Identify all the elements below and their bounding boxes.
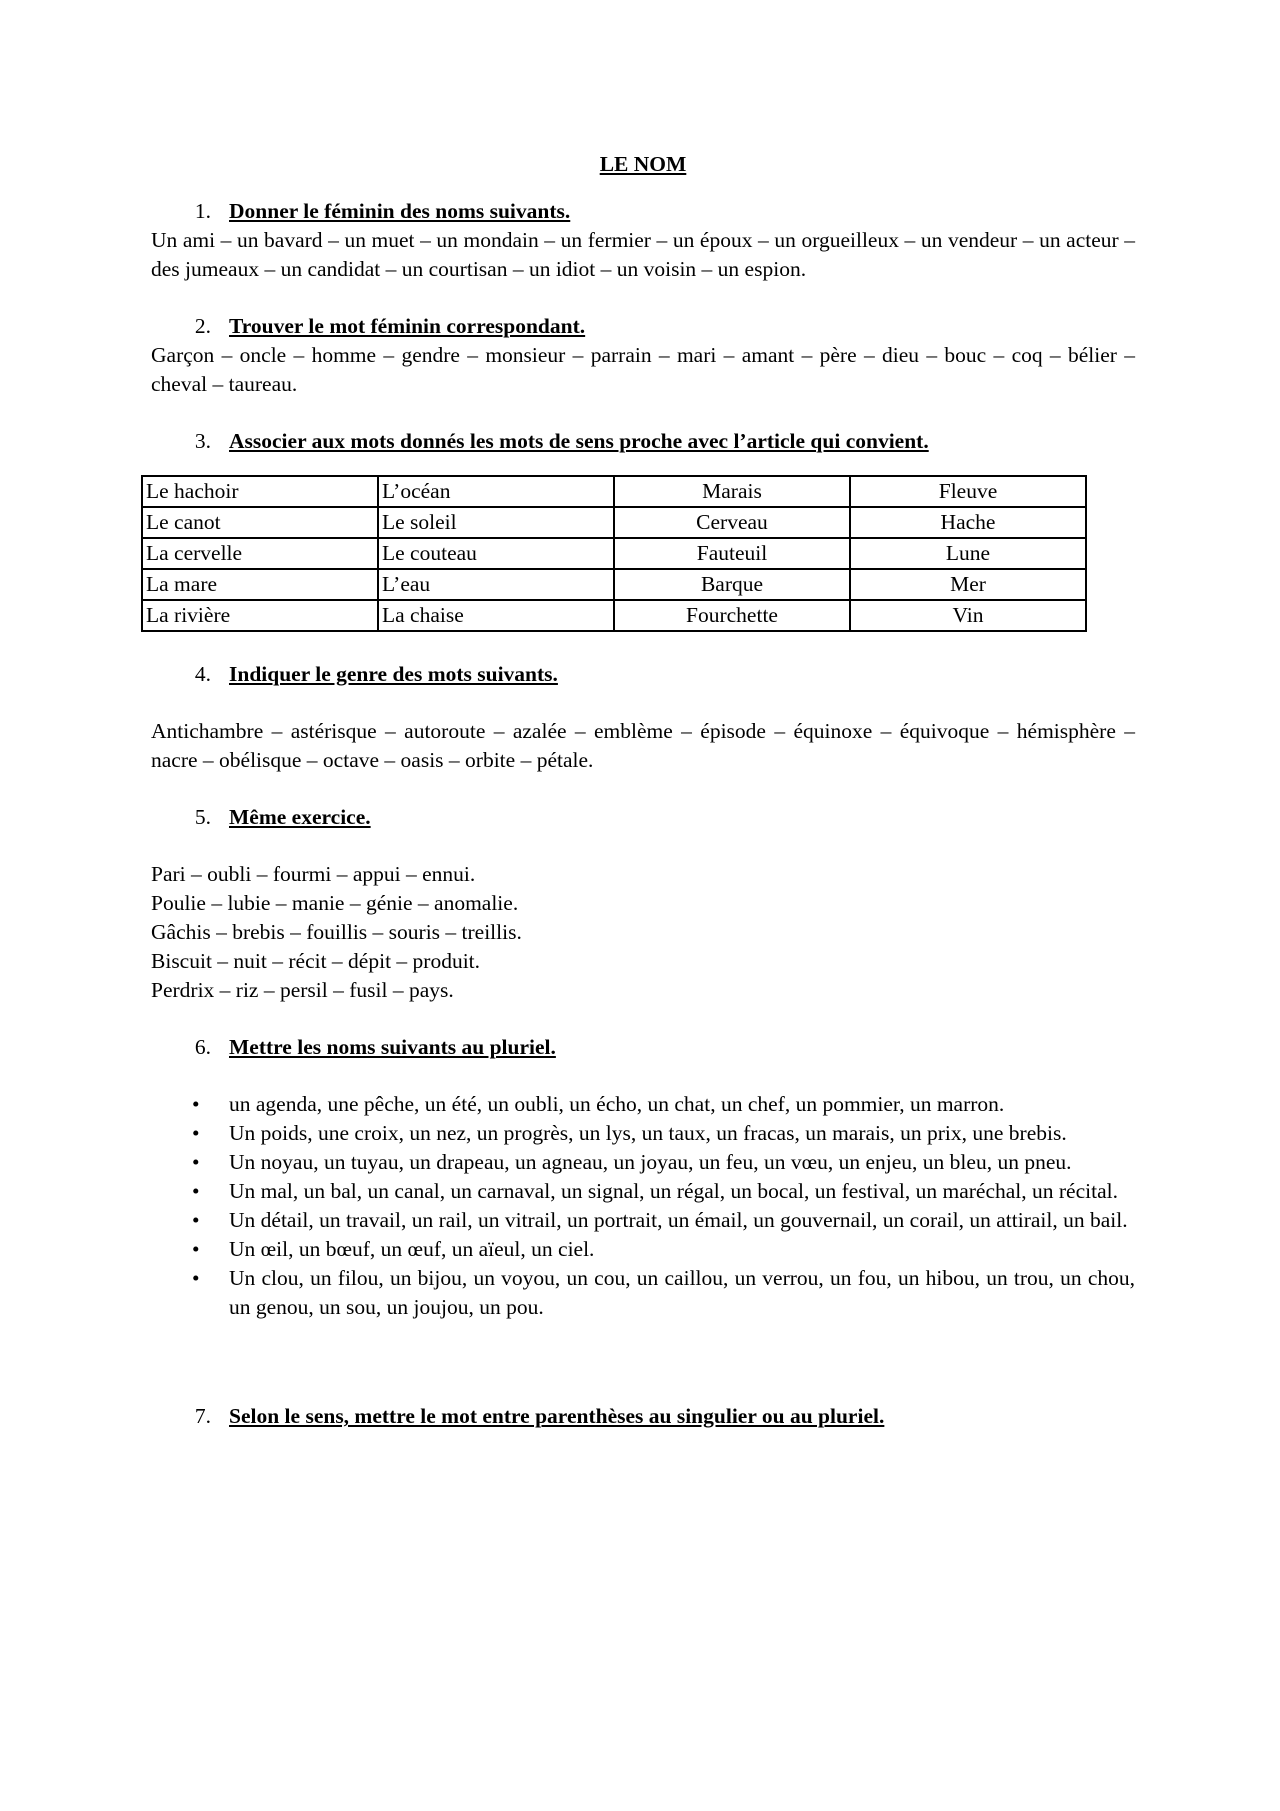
table-cell: Cerveau: [614, 507, 850, 538]
exercise-number: 7.: [194, 1404, 211, 1428]
list-item: [151, 1206, 1135, 1235]
table-cell: Marais: [614, 476, 850, 507]
table-cell: Mer: [850, 569, 1086, 600]
exercise-number: 5.: [194, 805, 211, 829]
exercise-number: 4.: [194, 662, 211, 686]
table-row: [142, 569, 1086, 600]
bullet-icon: •: [192, 1179, 200, 1203]
table-cell: Vin: [850, 600, 1086, 631]
table-cell: Le soleil: [378, 507, 614, 538]
list-item: [151, 1264, 1135, 1322]
list-item-text: Un clou, un filou, un bijou, un voyou, un cou, un caillou, un verrou, un fou, un hibou, un trou, un chou, un genou, un sou, un joujou, un pou.: [229, 1266, 1135, 1319]
word-line: Pari – oubli – fourmi – appui – ennui.: [151, 862, 476, 886]
table-cell: Barque: [614, 569, 850, 600]
exercise-heading-2: [151, 312, 1135, 341]
table-cell: La chaise: [378, 600, 614, 631]
exercise-title: Indiquer le genre des mots suivants.: [229, 662, 558, 686]
list-item: [151, 1090, 1135, 1119]
exercise-text-4: Antichambre – astérisque – autoroute – azalée – emblème – épisode – équinoxe – équivoque – hémisphère – nacre – obélisque – octave – oasis – orbite – pétale.: [151, 719, 1135, 772]
exercise-text-1: Un ami – un bavard – un muet – un mondain – un fermier – un époux – un orgueilleux – un vendeur – un acteur – des jumeaux – un candidat – un courtisan – un idiot – un voisin – un espion.: [151, 228, 1135, 281]
page-title: LE NOM: [599, 152, 687, 176]
table-row: [142, 476, 1086, 507]
bullet-icon: •: [192, 1092, 200, 1116]
list-item-text: Un œil, un bœuf, un œuf, un aïeul, un ciel.: [229, 1237, 595, 1261]
table-row: [142, 507, 1086, 538]
exercise-title: Mettre les noms suivants au pluriel.: [229, 1035, 556, 1059]
list-item-text: Un noyau, un tuyau, un drapeau, un agneau, un joyau, un feu, un vœu, un enjeu, un bleu, un pneu.: [229, 1150, 1072, 1174]
plural-list: [151, 1090, 1135, 1322]
exercise-title: Trouver le mot féminin correspondant.: [229, 314, 586, 338]
table-cell: Fourchette: [614, 600, 850, 631]
word-line: Perdrix – riz – persil – fusil – pays.: [151, 978, 454, 1002]
table-cell: Fauteuil: [614, 538, 850, 569]
word-line: Poulie – lubie – manie – génie – anomalie.: [151, 891, 519, 915]
exercise-heading-5: [151, 803, 1135, 832]
exercise-title: Même exercice.: [229, 805, 371, 829]
list-item-text: Un détail, un travail, un rail, un vitrail, un portrait, un émail, un gouvernail, un corail, un attirail, un bail.: [229, 1208, 1128, 1232]
bullet-icon: •: [192, 1150, 200, 1174]
list-item: [151, 1177, 1135, 1206]
bullet-icon: •: [192, 1237, 200, 1261]
exercise-number: 6.: [194, 1035, 211, 1059]
word-line: Biscuit – nuit – récit – dépit – produit.: [151, 949, 481, 973]
exercise-heading-1: [151, 197, 1135, 226]
exercise-number: 1.: [194, 199, 211, 223]
table-row: [142, 538, 1086, 569]
exercise-heading-3: [151, 427, 1135, 456]
table-cell: La rivière: [142, 600, 378, 631]
table-cell: La mare: [142, 569, 378, 600]
list-item: [151, 1148, 1135, 1177]
list-item: [151, 1235, 1135, 1264]
exercise-heading-6: [151, 1033, 1135, 1062]
exercise-lines-5: [151, 860, 1135, 1005]
table-cell: Lune: [850, 538, 1086, 569]
table-cell: Le hachoir: [142, 476, 378, 507]
association-table: [141, 475, 1087, 632]
bullet-icon: •: [192, 1121, 200, 1145]
exercise-number: 3.: [194, 429, 211, 453]
table-cell: L’eau: [378, 569, 614, 600]
bullet-icon: •: [192, 1266, 200, 1290]
exercise-title: Selon le sens, mettre le mot entre parenthèses au singulier ou au pluriel.: [229, 1404, 885, 1428]
table-cell: La cervelle: [142, 538, 378, 569]
table-cell: Le canot: [142, 507, 378, 538]
exercise-title: Associer aux mots donnés les mots de sens proche avec l’article qui convient.: [229, 429, 929, 453]
exercise-heading-4: [151, 660, 1135, 689]
exercise-title: Donner le féminin des noms suivants.: [229, 199, 571, 223]
exercise-heading-7: [151, 1402, 1135, 1431]
bullet-icon: •: [192, 1208, 200, 1232]
table-cell: Le couteau: [378, 538, 614, 569]
list-item-text: Un mal, un bal, un canal, un carnaval, un signal, un régal, un bocal, un festival, un maréchal, un récital.: [229, 1179, 1118, 1203]
list-item: [151, 1119, 1135, 1148]
exercise-text-2: Garçon – oncle – homme – gendre – monsieur – parrain – mari – amant – père – dieu – bouc – coq – bélier – cheval – taureau.: [151, 343, 1135, 396]
document-body: [146, 150, 1135, 1431]
exercise-number: 2.: [194, 314, 211, 338]
table-cell: Fleuve: [850, 476, 1086, 507]
table-cell: Hache: [850, 507, 1086, 538]
table-cell: L’océan: [378, 476, 614, 507]
word-line: Gâchis – brebis – fouillis – souris – treillis.: [151, 920, 522, 944]
list-item-text: un agenda, une pêche, un été, un oubli, un écho, un chat, un chef, un pommier, un marron.: [229, 1092, 1005, 1116]
table-row: [142, 600, 1086, 631]
list-item-text: Un poids, une croix, un nez, un progrès, un lys, un taux, un fracas, un marais, un prix, une brebis.: [229, 1121, 1067, 1145]
